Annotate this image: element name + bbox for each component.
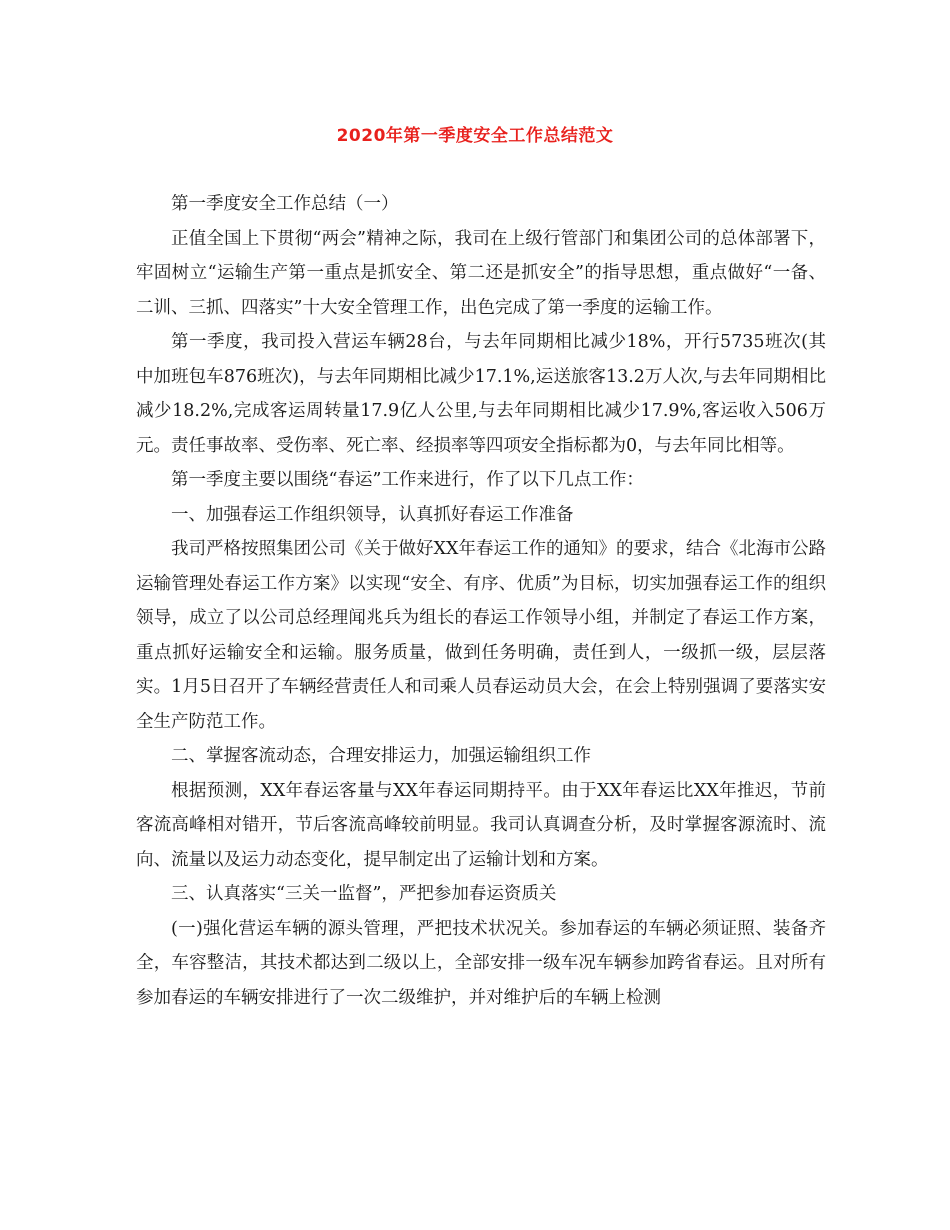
paragraph: 根据预测，XX年春运客量与XX年春运同期持平。由于XX年春运比XX年推迟，节前客流高峰相对错开，节后客流高峰较前明显。我司认真调查分析，及时掌握客源流时、流向、流量以及运力动态变化，提早制定出了运输计划和方案。 xyxy=(136,780,826,870)
subheading: 三、认真落实“三关一监督”，严把参加春运资质关 xyxy=(171,884,557,904)
section-heading: 第一季度安全工作总结（一） xyxy=(171,194,399,214)
paragraph: 我司严格按照集团公司《关于做好XX年春运工作的通知》的要求，结合《北海市公路运输管理处春运工作方案》以实现“安全、有序、优质”为目标，切实加强春运工作的组织领导，成立了以公司总经理闻兆兵为组长的春运工作领导小组，并制定了春运工作方案，重点抓好运输安全和运输。服务质量，做到任务明确，责任到人，一级抓一级，层层落实。1月5日召开了车辆经营责任人和司乘人员春运动员大会，在会上特别强调了要落实安全生产防范工作。 xyxy=(136,539,826,732)
subheading: 一、加强春运工作组织领导，认真抓好春运工作准备 xyxy=(171,504,574,525)
subheading: 二、掌握客流动态，合理安排运力，加强运输组织工作 xyxy=(171,746,591,766)
paragraph: 第一季度主要以围绕“春运”工作来进行，作了以下几点工作： xyxy=(171,470,644,490)
document-title: 2020年第一季度安全工作总结范文 xyxy=(336,126,614,146)
paragraph: (一)强化营运车辆的源头管理，严把技术状况关。参加春运的车辆必须证照、装备齐全，车容整洁，其技术都达到二级以上，全部安排一级车况车辆参加跨省春运。且对所有参加春运的车辆安排进行了一次二级维护，并对维护后的车辆上检测 xyxy=(136,918,826,1008)
document-body xyxy=(136,159,826,1015)
paragraph: 正值全国上下贯彻“两会”精神之际，我司在上级行管部门和集团公司的总体部署下，牢固树立“运输生产第一重点是抓安全、第二还是抓安全”的指导思想，重点做好“一备、二训、三抓、四落实”十大安全管理工作，出色完成了第一季度的运输工作。 xyxy=(136,228,826,318)
paragraph: 第一季度，我司投入营运车辆28台，与去年同期相比减少18%，开行5735班次(其中加班包车876班次)，与去年同期相比减少17.1%,运送旅客13.2万人次,与去年同期相比减少18.2%,完成客运周转量17.9亿人公里,与去年同期相比减少17.9%,客运收入506万元。责任事故率、受伤率、死亡率、经损率等四项安全指标都为0，与去年同比相等。 xyxy=(136,332,826,456)
